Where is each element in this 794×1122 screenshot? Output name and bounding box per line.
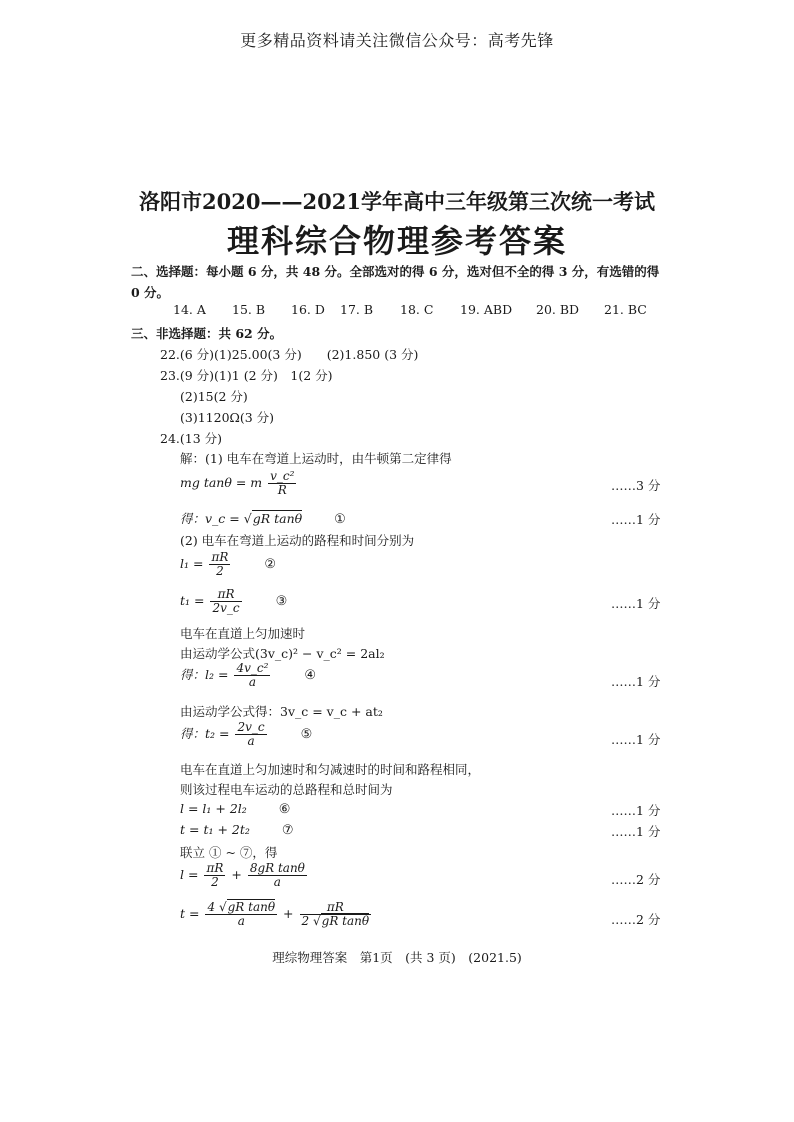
kinematics-formula-2: 由运动学公式得：3v_c = v_c + at₂	[180, 704, 383, 719]
marker-7: ⑦	[281, 823, 294, 838]
equation-t2	[180, 721, 312, 748]
equation-newton	[180, 470, 298, 497]
eq6-numerator: 2v_c	[237, 720, 265, 734]
eq4-denominator: 2v_c	[212, 601, 240, 616]
eq10-f2-numerator: πR	[300, 901, 372, 915]
eq3-numerator: πR	[211, 550, 229, 564]
equation-total-t	[180, 822, 294, 838]
eq6-fraction	[235, 721, 266, 748]
solution-intro: 解：(1) 电车在弯道上运动时，由牛顿第二定律得	[180, 451, 452, 466]
eq5-fraction	[234, 662, 270, 689]
total-note: 则该过程电车运动的总路程和总时间为	[180, 782, 393, 797]
eq2-prefix: 得：v_c =	[180, 511, 244, 526]
marker-6: ⑥	[278, 802, 291, 817]
eq3-denominator: 2	[216, 564, 224, 579]
answer-17: 17. B	[340, 302, 374, 317]
eq9-fraction-1	[204, 862, 225, 889]
eq10-f2-coef: 2	[301, 914, 310, 929]
equation-vc	[180, 509, 346, 527]
marker-1: ①	[334, 512, 346, 527]
eq6-lhs: 得：t₂ =	[180, 726, 230, 742]
equation-l-result	[180, 862, 309, 889]
answer-15: 15. B	[232, 302, 266, 317]
eq3-lhs: l₁ =	[180, 556, 204, 572]
eq5-denominator: a	[248, 675, 256, 690]
score-eq9: ……2 分	[611, 872, 661, 887]
q23-part2: (2)15(2 分)	[180, 389, 248, 404]
eq10-f2-radicand: gR tanθ	[321, 914, 370, 929]
answer-14: 14. A	[173, 302, 206, 317]
score-eq5: ……1 分	[611, 674, 661, 689]
marker-3: ③	[275, 594, 288, 610]
q22-answer: 22.(6 分)(1)25.00(3 分) (2)1.850 (3 分)	[160, 347, 419, 362]
equation-t1	[180, 588, 287, 615]
eq10-f1-numerator	[205, 901, 277, 915]
equation-l2	[180, 662, 316, 689]
equation-total-l	[180, 801, 290, 817]
eq10-fraction-1	[205, 901, 277, 928]
eq4-lhs: t₁ =	[180, 593, 205, 609]
score-eq1: ……3 分	[611, 478, 661, 493]
eq9-plus: +	[231, 867, 242, 883]
watermark-header: 更多精品资料请关注微信公众号：高考先锋	[240, 31, 554, 50]
score-eq2: ……1 分	[611, 512, 661, 527]
eq10-f1-denominator: a	[237, 914, 245, 929]
eq6-denominator: a	[247, 734, 255, 749]
eq9-f1-numerator: πR	[206, 861, 224, 875]
eq10-f1-radicand: gR tanθ	[227, 900, 276, 914]
eq1-lhs: mg tanθ = m	[180, 475, 263, 491]
eq9-f2-denominator: a	[273, 875, 281, 890]
marker-4: ④	[304, 668, 317, 684]
eq10-f2-denominator	[300, 915, 372, 928]
eq10-plus: +	[283, 906, 294, 922]
exam-title: 洛阳市2020——2021学年高中三年级第三次统一考试	[139, 189, 655, 214]
answer-18: 18. C	[400, 302, 434, 317]
sqrt-sign: √	[312, 914, 321, 929]
eq8: t = t₁ + 2t₂	[180, 822, 250, 837]
marker-2: ②	[264, 557, 277, 573]
combine-note: 联立 ① ~ ⑦，得	[180, 845, 278, 860]
eq9-lhs: l =	[180, 867, 199, 883]
eq2-radicand: gR tanθ	[252, 511, 303, 526]
score-eq6: ……1 分	[611, 732, 661, 747]
part2-intro: (2) 电车在弯道上运动的路程和时间分别为	[180, 533, 415, 548]
eq5-lhs: 得：l₂ =	[180, 667, 229, 683]
marker-5: ⑤	[300, 727, 313, 743]
section3-heading: 三、非选择题：共 62 分。	[131, 326, 283, 341]
eq1-numerator: v_c²	[270, 469, 295, 483]
equation-l1	[180, 551, 276, 578]
eq9-f1-denominator: 2	[211, 875, 219, 890]
answer-20: 20. BD	[536, 302, 580, 317]
score-eq10: ……2 分	[611, 912, 661, 927]
section2-heading-cont: 0 分。	[131, 285, 170, 300]
eq1-denominator: R	[277, 483, 287, 498]
answer-16: 16. D	[291, 302, 325, 317]
eq9-f2-numerator: 8gR tanθ	[249, 861, 305, 875]
eq5-numerator: 4v_c²	[236, 661, 269, 675]
q23-part3: (3)1120Ω(3 分)	[180, 410, 275, 425]
sqrt-sign: √	[243, 511, 252, 526]
sqrt-sign: √	[218, 900, 227, 914]
score-eq4: ……1 分	[611, 596, 661, 611]
q23-answer: 23.(9 分)(1)1 (2 分) 1(2 分)	[160, 368, 333, 383]
eq10-fraction-2	[300, 901, 372, 928]
answer-21: 21. BC	[604, 302, 647, 317]
eq9-fraction-2	[248, 862, 307, 889]
straight-accel-note: 电车在直道上匀加速时	[180, 626, 306, 641]
page-footer: 理综物理答案 第1页 (共 3 页) (2021.5)	[272, 950, 522, 965]
eq10-f1-coef: 4	[207, 900, 216, 914]
eq3-fraction	[209, 551, 230, 578]
answer-key-title: 理科综合物理参考答案	[226, 222, 567, 260]
answer-19: 19. ABD	[460, 302, 513, 317]
equation-t-result	[180, 901, 373, 928]
same-note: 电车在直道上匀加速时和匀减速时的时间和路程相同，	[180, 762, 481, 777]
section2-heading: 二、选择题：每小题 6 分，共 48 分。全部选对的得 6 分，选对但不全的得 3 分，有选错的得	[131, 264, 660, 279]
q24-heading: 24.(13 分)	[160, 431, 223, 446]
eq10-lhs: t =	[180, 906, 200, 922]
kinematics-formula-1: 由运动学公式(3v_c)² − v_c² = 2al₂	[180, 646, 385, 661]
eq7: l = l₁ + 2l₂	[180, 801, 247, 816]
score-eq7: ……1 分	[611, 803, 661, 818]
eq4-fraction	[210, 588, 241, 615]
eq4-numerator: πR	[210, 588, 241, 602]
score-eq8: ……1 分	[611, 824, 661, 839]
eq1-fraction	[268, 470, 296, 497]
